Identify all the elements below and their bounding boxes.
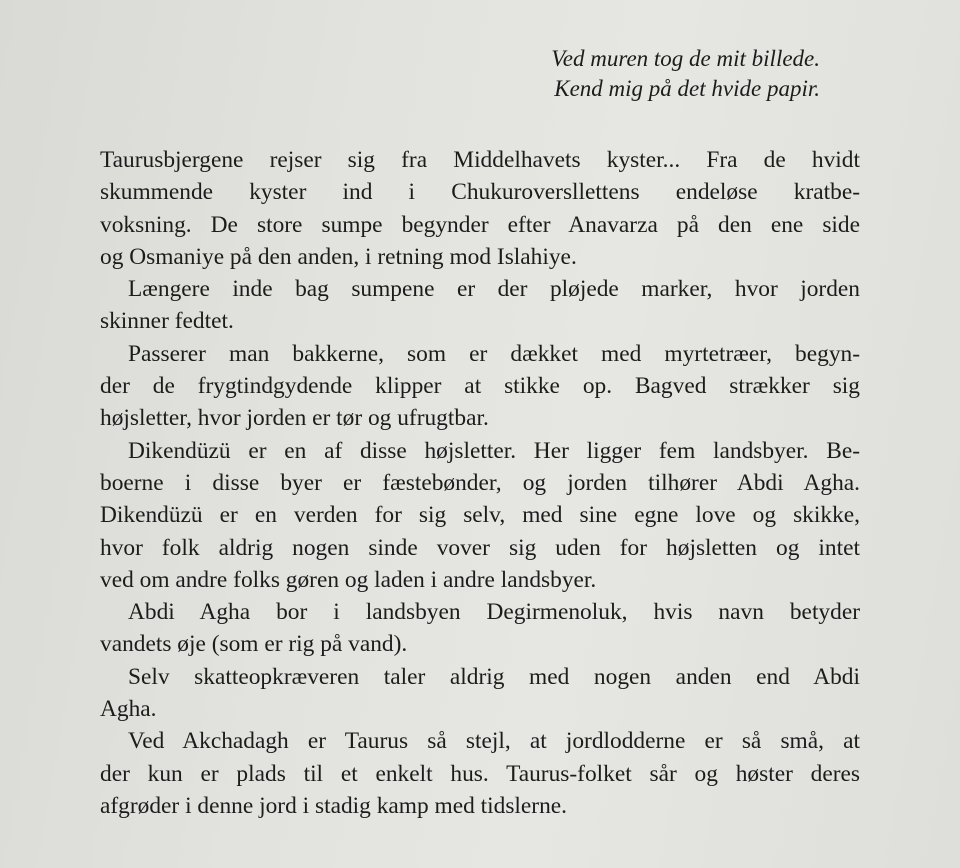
paragraph — [100, 596, 860, 661]
text-line: boerne i disse byer er fæstebønder, og jorden tilhører Abdi Agha. — [100, 469, 860, 496]
text-line: Dikendüzü er en af disse højsletter. Her ligger fem landsbyer. Be- — [128, 437, 860, 464]
epigraph — [440, 44, 820, 104]
paragraph — [100, 661, 860, 726]
epigraph-line-1: Ved muren tog de mit billede. — [551, 46, 820, 71]
paragraph — [100, 338, 860, 435]
text-line: vandets øje (som er rig på vand). — [100, 631, 408, 658]
text-line: Dikendüzü er en verden for sig selv, med sine egne love og skikke, — [100, 502, 860, 529]
paragraph — [100, 273, 860, 338]
paragraph — [100, 725, 860, 822]
text-line: skinner fedtet. — [100, 308, 234, 335]
text-line: voksning. De store sumpe begynder efter Anavarza på den ene side — [100, 211, 860, 238]
text-line: højsletter, hvor jorden er tør og ufrugtbar. — [100, 405, 489, 432]
paragraph — [100, 144, 860, 273]
text-line: hvor folk aldrig nogen sinde vover sig uden for højsletten og intet — [100, 534, 860, 561]
text-line: der de frygtindgydende klipper at stikke op. Bagved strækker sig — [100, 373, 860, 400]
text-line: Længere inde bag sumpene er der pløjede marker, hvor jorden — [128, 276, 860, 303]
text-line: Abdi Agha bor i landsbyen Degirmenoluk, hvis navn betyder — [128, 599, 860, 626]
text-line: Selv skatteopkræveren taler aldrig med nogen anden end Abdi — [128, 663, 860, 690]
text-line: der kun er plads til et enkelt hus. Taurus-folket sår og høster deres — [100, 760, 860, 787]
body-text — [100, 144, 860, 822]
text-line: Taurusbjergene rejser sig fra Middelhavets kyster... Fra de hvidt — [100, 147, 860, 173]
text-line: Agha. — [100, 696, 157, 723]
text-line: afgrøder i denne jord i stadig kamp med tidslerne. — [100, 792, 568, 819]
text-line: Passerer man bakkerne, som er dækket med myrtetræer, begyn- — [128, 340, 860, 367]
text-line: ved om andre folks gøren og laden i andre landsbyer. — [100, 566, 597, 593]
epigraph-line-2: Kend mig på det hvide papir. — [554, 76, 820, 101]
text-line: skummende kyster ind i Chukuroversllettens endeløse kratbe- — [100, 179, 860, 206]
text-line: og Osmaniye på den anden, i retning mod Islahiye. — [100, 243, 577, 270]
text-line: Ved Akchadagh er Taurus så stejl, at jordlodderne er så små, at — [128, 728, 860, 755]
paragraph — [100, 435, 860, 596]
